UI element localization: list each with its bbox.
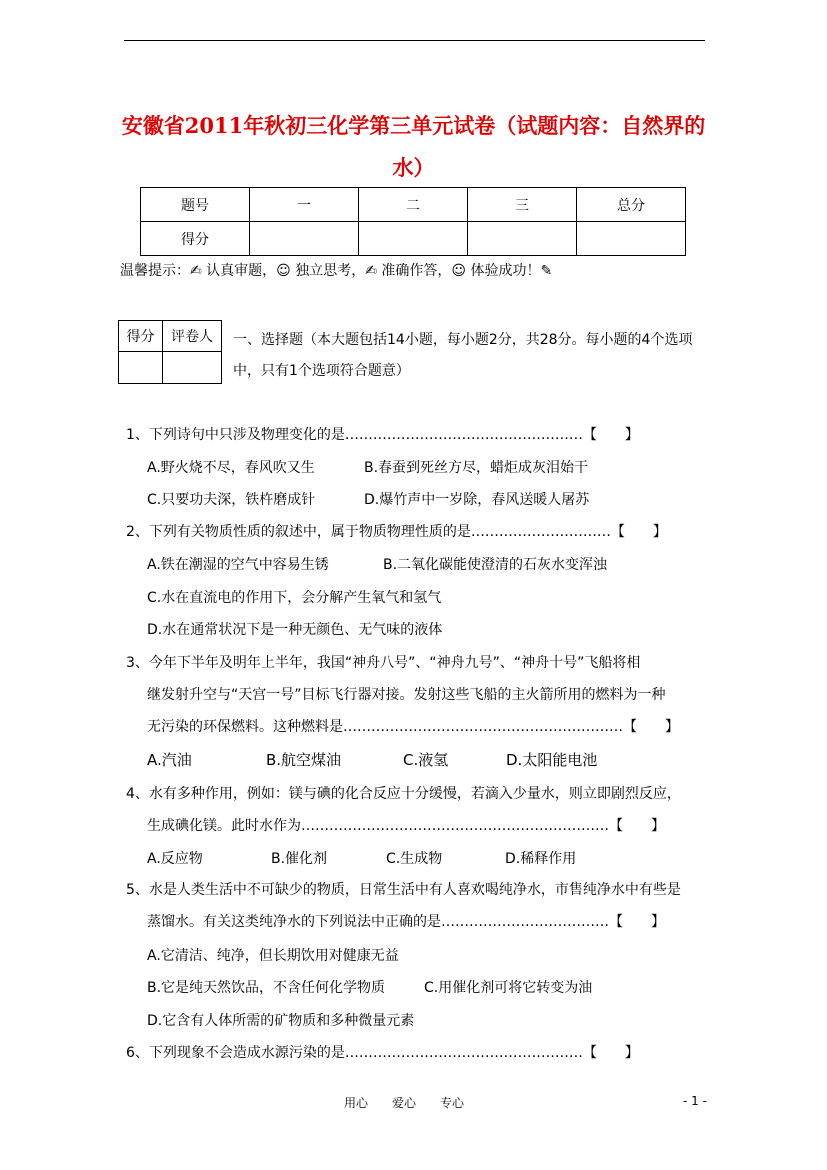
option-c: C.生成物: [386, 851, 443, 867]
option-a: A.铁在潮湿的空气中容易生锈: [147, 557, 329, 573]
option-a: A.反应物: [147, 851, 203, 867]
option-d: D.太阳能电池: [506, 751, 598, 769]
score-header-cell: 题号: [141, 188, 250, 222]
score-cell[interactable]: [468, 222, 577, 256]
grader-table: [118, 320, 222, 384]
page-title-cont: 水）: [392, 155, 435, 180]
option-b: B.它是纯天然饮品，不含任何化学物质: [147, 980, 386, 996]
option-c: C.水在直流电的作用下，会分解产生氧气和氢气: [147, 590, 442, 606]
option-a: A.它清洁、纯净，但长期饮用对健康无益: [147, 948, 399, 964]
score-cell[interactable]: [359, 222, 468, 256]
score-header-cell: 总分: [577, 188, 686, 222]
option-c: C.液氢: [403, 751, 449, 769]
option-c: C.只要功夫深，铁杵磨成针: [147, 492, 316, 508]
question-stem: 3、今年下半年及明年上半年，我国“神舟八号”、“神舟九号”、“神舟十号”飞船将相: [126, 655, 641, 671]
header-rule: [124, 40, 705, 41]
option-b: B.春蚕到死丝方尽，蜡炬成灰泪始干: [364, 460, 589, 476]
question-stem-cont: 生成碘化镁。此时水作为…………………………………………………………【 】: [147, 818, 665, 834]
grader-name-cell[interactable]: [163, 352, 222, 384]
score-header-cell: 一: [250, 188, 359, 222]
option-d: D.水在通常状况下是一种无颜色、无气味的液体: [147, 622, 443, 638]
question-stem-cont: 蒸馏水。有关这类纯净水的下列说法中正确的是………………………………【 】: [147, 914, 665, 930]
score-header-cell: 三: [468, 188, 577, 222]
tip-text: 温馨提示：✍ 认真审题，☺ 独立思考，✍ 准确作答，☺ 体验成功！✎: [120, 263, 553, 279]
score-cell[interactable]: [250, 222, 359, 256]
option-d: D.爆竹声中一岁除，春风送暖人屠苏: [364, 492, 590, 508]
page-title: 安徽省2011年秋初三化学第三单元试卷（试题内容：自然界的: [121, 113, 706, 138]
footer-motto: 用心 爱心 专心: [344, 1096, 465, 1110]
score-table-header-row: [141, 188, 686, 222]
grader-name-label: 评卷人: [163, 321, 222, 352]
option-a: A.汽油: [147, 751, 192, 769]
score-table: [140, 187, 686, 256]
score-row-label: 得分: [141, 222, 250, 256]
option-d: D.稀释作用: [505, 851, 577, 867]
question-stem: 5、水是人类生活中不可缺少的物质，日常生活中有人喜欢喝纯净水，市售纯净水中有些是: [126, 882, 681, 898]
score-header-cell: 二: [359, 188, 468, 222]
score-table-row: [141, 222, 686, 256]
question-stem-cont: 无污染的环保燃料。这种燃料是……………………………………………………【 】: [147, 719, 679, 735]
question-stem: 4、水有多种作用，例如：镁与碘的化合反应十分缓慢，若滴入少量水，则立即剧烈反应，: [126, 786, 681, 802]
option-b: B.二氧化碳能使澄清的石灰水变浑浊: [383, 557, 608, 573]
option-c: C.用催化剂可将它转变为油: [424, 980, 593, 996]
score-cell[interactable]: [577, 222, 686, 256]
question-stem: 6、下列现象不会造成水源污染的是……………………………………………【 】: [126, 1045, 639, 1061]
option-a: A.野火烧不尽，春风吹又生: [147, 460, 315, 476]
question-stem-cont: 继发射升空与“天宫一号”目标飞行器对接。发射这些飞船的主火箭所用的燃料为一种: [147, 687, 666, 703]
option-b: B.催化剂: [271, 851, 328, 867]
question-stem: 1、下列诗句中只涉及物理变化的是……………………………………………【 】: [126, 427, 639, 443]
page-number: - 1 -: [683, 1094, 707, 1108]
grader-score-cell[interactable]: [119, 352, 163, 384]
question-stem: 2、下列有关物质性质的叙述中，属于物质物理性质的是…………………………【 】: [126, 524, 667, 540]
option-d: D.它含有人体所需的矿物质和多种微量元素: [147, 1013, 415, 1029]
section-heading: 一、选择题（本大题包括14小题，每小题2分，共28分。每小题的4个选项中，只有1个选项符合题意）: [233, 332, 693, 379]
option-b: B.航空煤油: [266, 751, 342, 769]
grader-score-label: 得分: [119, 321, 163, 352]
